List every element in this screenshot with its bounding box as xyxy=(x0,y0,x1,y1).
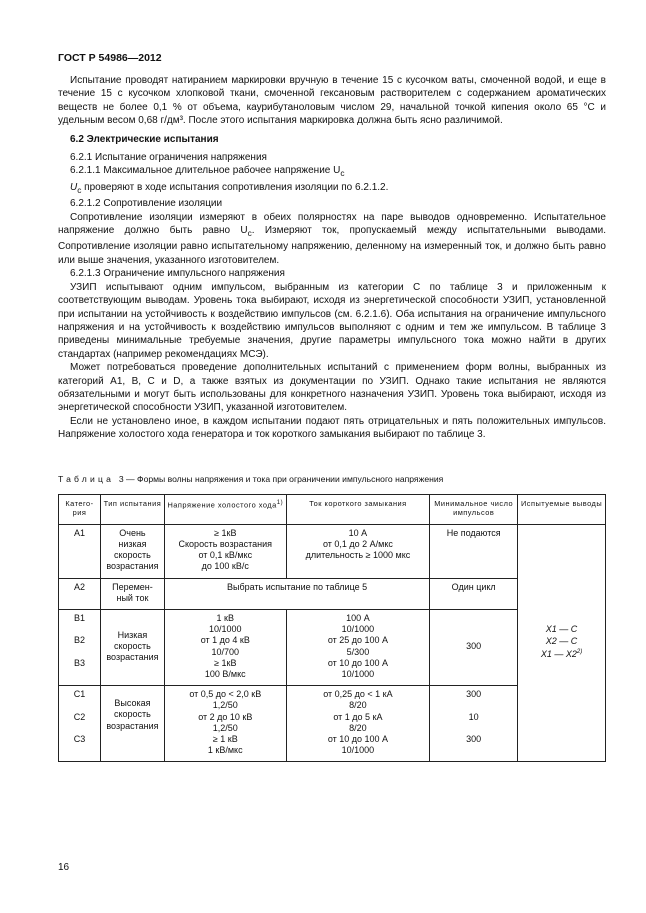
subsection-6-2-1-3: 6.2.1.3 Ограничение импульсного напряжения xyxy=(70,268,285,280)
uc-check-line xyxy=(58,181,606,197)
section-heading-6-2: 6.2 Электрические испытания xyxy=(70,133,219,145)
cell-min-count: Не подаются xyxy=(430,524,518,578)
subsection-6-2-1-1-text: 6.2.1.1 Максимальное длительное рабочее напряжение U xyxy=(70,165,341,177)
cell-voltage: ≥ 1кВ Скорость возрастания от 0,1 кВ/мкс до 100 кВ/с xyxy=(164,524,286,578)
page-number: 16 xyxy=(58,862,70,873)
insulation-text-b: . Измеряют ток, пропускаемый между испытательными выводами. Сопротивление изоляции равно испытательному напряжению, деленному на измеренный ток, и должно быть равно или выше значения, указанного изготовителем. xyxy=(58,225,606,266)
subsection-6-2-1: 6.2.1 Испытание ограничения напряжения xyxy=(70,152,267,164)
cell-category: А1 xyxy=(59,524,101,578)
terminal-x1-c: X1 — C xyxy=(545,624,578,635)
header-terminals: Испытуемые выводы xyxy=(518,495,606,525)
paragraph-impulse-3: Если не установлено иное, в каждом испытании подают пять отрицательных и пять положительных импульсов. Напряжение холостого хода генератора и ток короткого замыкания выбирают по таблице 3. xyxy=(58,415,606,441)
paragraph-wipe-test: Испытание проводят натиранием маркировки вручную в течение 15 с кусочком ваты, смоченной водой, и еще в течение 15 с кусочком хлопковой ткани, смоченной гексановым растворителем с содержанием ароматических веществ не более 0,1 % от объема, каурибутаноловым числом 29, начальной точкой кипения около 65 °С и удельным весом 0,68 г/дм³. После этого испытания маркировка должна быть ясно различимой. xyxy=(58,75,606,127)
terminal-x1-x2 xyxy=(520,647,603,660)
subsection-6-2-1-2: 6.2.1.2 Сопротивление изоляции xyxy=(70,198,223,210)
cell-merged-instruction: Выбрать испытание по таблице 5 xyxy=(164,578,429,609)
header-voltage-text: Напряжение холостого хода xyxy=(167,500,277,510)
terminal-x2-c: X2 — C xyxy=(545,635,578,646)
uc-symbol: U xyxy=(70,181,78,193)
body-text xyxy=(58,74,606,442)
cell-min-count: 300 xyxy=(430,610,518,686)
cell-type: Высокая скорость возрастания xyxy=(100,686,164,762)
table-caption-number: 3 xyxy=(118,474,124,484)
header-current: Ток короткого замыкания xyxy=(286,495,430,525)
header-voltage xyxy=(164,495,286,525)
subsection-6-2-1-1 xyxy=(58,164,606,180)
paragraph-impulse-1: УЗИП испытывают одним импульсом, выбранным из категории С по таблице 3 и приложенным к соответствующим выводам. Уровень тока выбирают, исходя из энергетической способности УЗИП, установленной при испытании на устойчивость к воздействию импульсов (см. 6.2.1.6). Оба испытания на ограничение импульсного напряжения и на устойчивость к воздействию импульсов выполняют с одним и тем же импульсом. В таблице 3 приведены минимальные требуемые значения, другие параметры импульсного тока можно найти в других стандартах (например рекомендациях МСЭ). xyxy=(58,281,606,360)
cell-type: Низкая скорость возрастания xyxy=(100,610,164,686)
cell-voltage: от 0,5 до < 2,0 кВ 1,2/50 от 2 до 10 кВ 1,2/50 ≥ 1 кВ 1 кВ/мкс xyxy=(164,686,286,762)
insulation-text-a: Сопротивление изоляции измеряют в обеих полярностях на паре выводов одновременно. Испытательное напряжение должно быть равно U xyxy=(58,211,606,237)
subscript-c: c xyxy=(247,228,252,239)
cell-voltage: 1 кВ 10/1000 от 1 до 4 кВ 10/700 ≥ 1кВ 100 В/мкс xyxy=(164,610,286,686)
cell-terminals xyxy=(518,524,606,762)
paragraph-insulation xyxy=(58,211,606,268)
footnote-ref-1: 1) xyxy=(276,500,284,506)
paragraph-impulse-2: Может потребоваться проведение дополнительных испытаний с применением форм волны, выбранных из категорий А1, В, С и D, а также взятых из документации по УЗИП. Однако такие испытания не являются обязательными и могут быть использованы для конкретного назначения УЗИП. Уровень тока выбирают, исходя из энергетической способности УЗИП, указанной изготовителем. xyxy=(58,362,606,414)
header-category: Катего-рия xyxy=(59,495,101,525)
cell-current: от 0,25 до < 1 кА 8/20 от 1 до 5 кА 8/20 от 10 до 100 А 10/1000 xyxy=(286,686,430,762)
cell-min-count: Один цикл xyxy=(430,578,518,609)
cell-min-count: 300 10 300 xyxy=(430,686,518,762)
footnote-ref-2: 2) xyxy=(576,648,583,655)
uc-check-text: проверяют в ходе испытания сопротивления изоляции по 6.2.1.2. xyxy=(81,181,389,193)
table-caption xyxy=(58,474,443,484)
subscript-c: c xyxy=(340,168,345,179)
subscript-c: c xyxy=(77,184,82,195)
waveform-table xyxy=(58,494,606,762)
table-caption-label: Таблица xyxy=(58,474,115,484)
document-header: ГОСТ Р 54986—2012 xyxy=(58,52,162,64)
header-min-count: Минимальное число импульсов xyxy=(430,495,518,525)
cell-type: Перемен- ный ток xyxy=(100,578,164,609)
table-caption-title: — Формы волны напряжения и тока при ограничении импульсного напряжения xyxy=(123,474,444,484)
cell-category: С1 С2 С3 xyxy=(59,686,101,762)
cell-category: В1 В2 В3 xyxy=(59,610,101,686)
terminal-x1-x2-text: X1 — X2 xyxy=(540,648,577,659)
header-type: Тип испытания xyxy=(100,495,164,525)
cell-current: 10 А от 0,1 до 2 А/мкс длительность ≥ 1000 мкс xyxy=(286,524,430,578)
cell-current: 100 А 10/1000 от 25 до 100 А 5/300 от 10 до 100 А 10/1000 xyxy=(286,610,430,686)
table-row xyxy=(59,524,606,578)
cell-category: А2 xyxy=(59,578,101,609)
cell-type: Очень низкая скорость возрастания xyxy=(100,524,164,578)
